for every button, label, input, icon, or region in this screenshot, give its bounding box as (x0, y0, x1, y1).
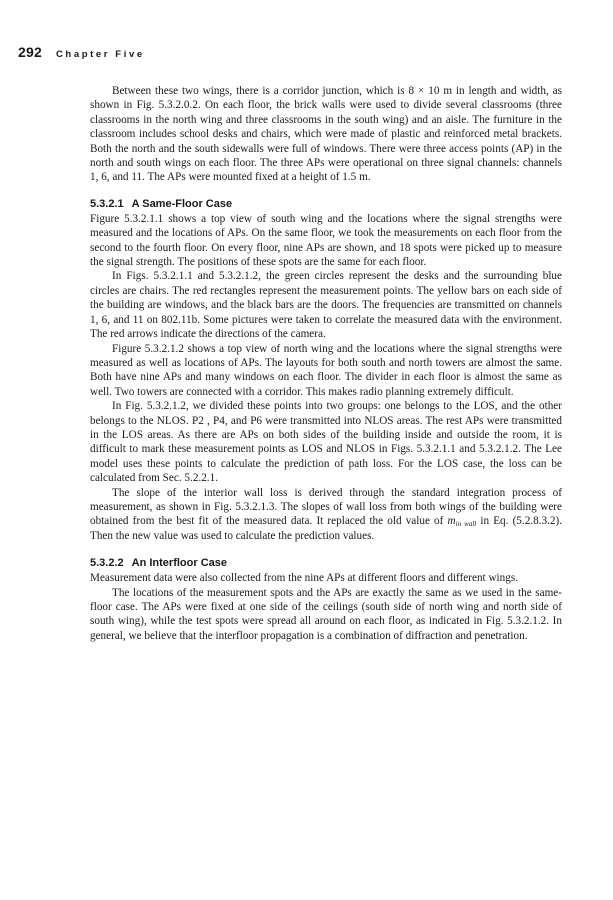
math-variable: m (447, 515, 456, 528)
paragraph-south-wing: Figure 5.3.2.1.1 shows a top view of south wing and the locations where the signal strengths were measured and the locations of APs. On the same floor, we took the measurements on each floor from the second to the fourth floor. On every floor, nine APs are shown, and 18 spots were picked up to measure the signal strength. The positions of these spots are the same for each floor. (90, 212, 562, 269)
chapter-title: Chapter Five (55, 49, 145, 60)
wall-loss-text-end: in Eq. (5.2.8.3.2). Then the new value was used to calculate the prediction values. (90, 515, 562, 542)
paragraph-figure-legend: In Figs. 5.3.2.1.1 and 5.3.2.1.2, the green circles represent the desks and the surrounding blue circles are chairs. The red rectangles represent the measurement points. The yellow bars on each side of the building are windows, and the black bars are the doors. The frequencies are transmitted on channels 1, 6, and 11 on 802.11b. Some pictures were taken to correlate the measured data with the environment. The red arrows indicate the directions of the camera. (90, 270, 562, 341)
section-number: 5.3.2.2 (90, 557, 124, 570)
wall-loss-text-start: The slope of the interior wall loss is derived through the standard integration process of measurement, as shown in Fig. 5.3.2.1.3. The slopes of wall loss from both wings of the building were obtained from the best fit of the measured data. It replaced the old value of (90, 486, 562, 528)
page-number: 292 (18, 44, 42, 60)
paragraph-north-wing: Figure 5.3.2.1.2 shows a top view of north wing and the locations where the signal strengths were measured as well as locations of APs. The layouts for both south and north towers are almost the same. Both have nine APs and many windows on each floor. The divider in each floor is almost the same as well. Two towers are connected with a corridor. This makes radio planning extremely difficult. (90, 342, 562, 398)
section-heading-same-floor (90, 197, 562, 211)
paragraph-interfloor-propagation: The locations of the measurement spots and the APs are exactly the same as we used in the same-floor case. The APs were fixed at one side of the ceilings (south side of north wing and north side of south wing), while the test spots were spread all around on each floor, as indicated in Fig. 5.3.2.1.2. In general, we believe that the interfloor propagation is a combination of diffraction and penetration. (90, 586, 562, 642)
paragraph-corridor-junction: Between these two wings, there is a corridor junction, which is 8 × 10 m in length and width, as shown in Fig. 5.3.2.0.2. On each floor, the brick walls were used to divide several classrooms (three classrooms in the north wing and three classrooms in the south wing) and an aisle. The furniture in the classroom includes school desks and chairs, which were made of plastic and reinforced metal brackets. Both the north and the south sidewalls were full of windows. There were three access points (AP) in the north and south wings on each floor. The three APs were operational on three signal channels: channels 1, 6, and 11. The APs were mounted fixed at a height of 1.5 m. (90, 85, 562, 184)
math-subscript: in wall (455, 520, 477, 529)
section-title: A Same-Floor Case (131, 197, 233, 210)
paragraph-wall-loss-slope (90, 486, 562, 544)
running-head (18, 44, 145, 60)
paragraph-los-nlos: In Fig. 5.3.2.1.2, we divided these points into two groups: one belongs to the LOS, and the other belongs to the NLOS. P2 , P4, and P6 were transmitted into NLOS areas. The rest APs were transmitted in the LOS areas. As there are APs on both sides of the building inside and outside the room, it is difficult to mark these measurement points as LOS and NLOS in Figs. 5.3.2.1.1 and 5.3.2.1.2. The Lee model uses these points to calculate the prediction of path loss. For the LOS case, the loss can be calculated from Sec. 5.2.2.1. (90, 400, 562, 485)
section-title: An Interfloor Case (131, 557, 227, 570)
body-text (90, 84, 562, 643)
section-heading-interfloor (90, 556, 562, 570)
paragraph-interfloor-data: Measurement data were also collected from the nine APs at different floors and different wings. (90, 572, 518, 585)
section-number: 5.3.2.1 (90, 197, 124, 210)
